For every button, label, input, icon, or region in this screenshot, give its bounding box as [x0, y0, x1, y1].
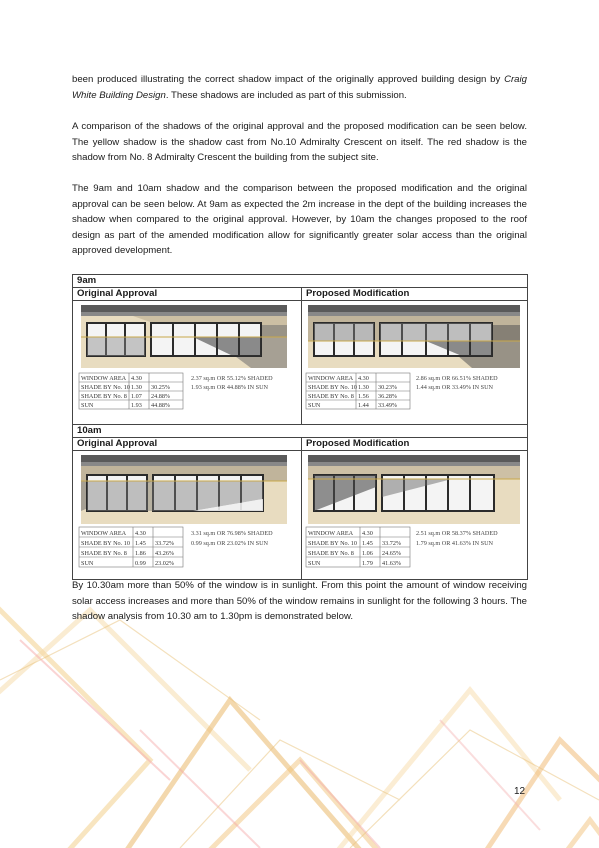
shadow-table-cell: SHADE BY No. 10	[308, 540, 357, 547]
shadow-table-cell: WINDOW AREA	[308, 375, 354, 382]
paragraph-1030am: By 10.30am more than 50% of the window is in sunlight. From this point the amount of window receiving solar access increases and more than 50% of the window remains in sunlight for the following 3 hours. The shadow analysis from 10.30 am to 1.30pm is demonstrated below.	[72, 580, 527, 623]
shadow-table-cell: 24.65%	[382, 550, 402, 557]
proposed-modification-9am-diagram	[302, 301, 528, 425]
time-row-9am	[73, 275, 528, 288]
paragraph-intro-text-a: been produced illustrating the correct shadow impact of the originally approved building design by	[72, 74, 505, 85]
shadow-table-cell: 1.30	[131, 384, 142, 391]
page-number: 12	[514, 786, 526, 797]
header-row-9am	[73, 288, 528, 301]
proposed-modification-label-10am: Proposed Modification	[302, 438, 528, 451]
time-label-9am: 9am	[73, 275, 528, 288]
t9-left-note2: 1.93 sq.m OR 44.88% IN SUN	[191, 384, 269, 391]
shadow-table-cell: 1.79	[362, 560, 373, 567]
shadow-table-cell: 1.86	[135, 550, 146, 557]
time-row-10am	[73, 425, 528, 438]
shadow-table-cell: WINDOW AREA	[308, 530, 354, 537]
shadow-table-cell: SUN	[81, 402, 94, 409]
t9-right-note2: 1.44 sq.m OR 33.49% IN SUN	[416, 384, 494, 391]
shadow-table-cell: 1.45	[362, 540, 373, 547]
original-approval-10am-diagram	[73, 451, 302, 580]
t10-left-note2: 0.99 sq.m OR 23.02% IN SUN	[191, 540, 269, 547]
shadow-table-cell: SUN	[308, 402, 321, 409]
shadow-table-cell: 30.25%	[151, 384, 171, 391]
shadow-table-cell: 4.30	[358, 375, 369, 382]
shadow-table-cell: WINDOW AREA	[81, 530, 127, 537]
shadow-table-cell: SHADE BY No. 8	[308, 393, 354, 400]
original-approval-9am-diagram	[73, 301, 302, 425]
shadow-table-cell: SUN	[308, 560, 321, 567]
shadow-table-cell: SHADE BY No. 8	[81, 393, 127, 400]
proposed-modification-label-9am: Proposed Modification	[302, 288, 528, 301]
header-row-10am	[73, 438, 528, 451]
shadow-table-cell: SHADE BY No. 10	[308, 384, 357, 391]
t10-right-note1: 2.51 sq.m OR 58.37% SHADED	[416, 530, 498, 537]
paragraph-9am-10am: The 9am and 10am shadow and the comparison between the proposed modification and the original approval can be seen below. At 9am as expected the 2m increase in the dept of the building increases the shadow when compared to the original approval. However, by 10am the changes proposed to the roof design as part of the amended modification allow for significantly greater solar access than the original approved development.	[72, 183, 527, 257]
shadow-table-cell: 1.93	[131, 402, 142, 409]
time-label-10am: 10am	[73, 425, 528, 438]
shadow-table-cell: 36.28%	[378, 393, 398, 400]
shadow-table-cell: SUN	[81, 560, 94, 567]
shadow-table-cell: 24.88%	[151, 393, 171, 400]
shadow-table-cell: SHADE BY No. 8	[81, 550, 127, 557]
shadow-table-cell: 4.30	[131, 375, 142, 382]
shadow-table-cell: 33.49%	[378, 402, 398, 409]
shadow-table-cell: 1.06	[362, 550, 373, 557]
shadow-table-cell: 44.88%	[151, 402, 171, 409]
shadow-table-cell: 0.99	[135, 560, 146, 567]
t9-left-r0c0: WINDOW AREA	[81, 375, 127, 382]
shadow-table-cell: 1.07	[131, 393, 142, 400]
paragraph-intro	[72, 72, 527, 103]
shadow-table-cell: 4.30	[135, 530, 146, 537]
image-row-9am	[73, 301, 528, 425]
t10-right-note2: 1.79 sq.m OR 41.63% IN SUN	[416, 540, 494, 547]
shadow-table-cell: 33.72%	[155, 540, 175, 547]
paragraph-comparison: A comparison of the shadows of the original approval and the proposed modification can be seen below. The yellow shadow is the shadow cast from No.10 Admiralty Crescent on itself. The red shadow is the shadow from No. 8 Admiralty Crescent the building from the subject site.	[72, 121, 527, 164]
shadow-table-cell: SHADE BY No. 10	[81, 540, 130, 547]
shadow-table-cell: SHADE BY No. 10	[81, 384, 130, 391]
shadow-table-cell: 41.63%	[382, 560, 402, 567]
t9-right-note1: 2.86 sq.m OR 66.51% SHADED	[416, 375, 498, 382]
shadow-table-cell: 1.44	[358, 402, 369, 409]
t9-left-note1: 2.37 sq.m OR 55.12% SHADED	[191, 375, 273, 382]
shadow-table-cell: 23.02%	[155, 560, 175, 567]
original-approval-label-9am: Original Approval	[73, 288, 302, 301]
shadow-table-cell: 1.45	[135, 540, 146, 547]
shadow-table-cell: 1.30	[358, 384, 369, 391]
shadow-comparison-table	[72, 274, 528, 580]
shadow-table-cell: 30.23%	[378, 384, 398, 391]
paragraph-intro-text-b: . These shadows are included as part of this submission.	[165, 89, 407, 101]
original-approval-label-10am: Original Approval	[73, 438, 302, 451]
shadow-table-cell: 43.26%	[155, 550, 175, 557]
shadow-table-cell: SHADE BY No. 8	[308, 550, 354, 557]
shadow-table-cell: 4.30	[362, 530, 373, 537]
proposed-modification-10am-diagram	[302, 451, 528, 580]
designer-name: Craig White Building Design	[72, 74, 527, 101]
shadow-table-cell: 1.56	[358, 393, 369, 400]
t10-left-note1: 3.31 sq.m OR 76.98% SHADED	[191, 530, 273, 537]
image-row-10am	[73, 451, 528, 580]
shadow-table-cell: 33.72%	[382, 540, 402, 547]
